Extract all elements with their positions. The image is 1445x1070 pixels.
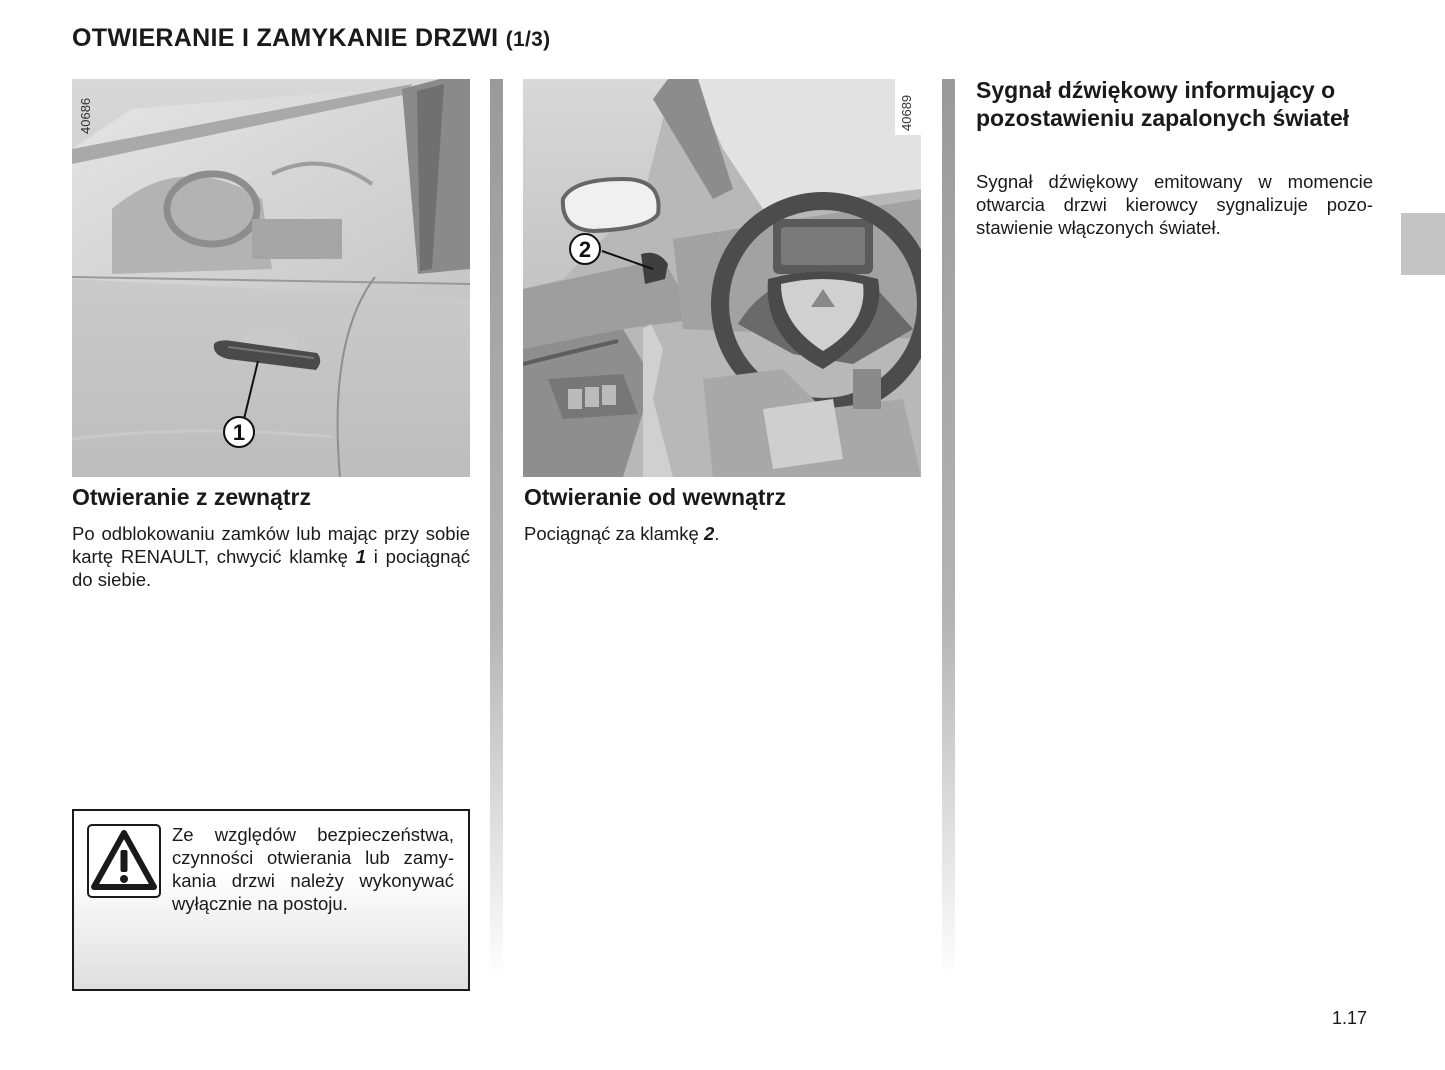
exterior-text-end: i pociągnąć do siebie. xyxy=(72,546,470,590)
column-divider-2 xyxy=(942,79,955,979)
exterior-opening-text xyxy=(72,522,470,591)
page-title xyxy=(72,24,550,53)
warning-text: Ze względów bezpieczeństwa, czynności otwierania lub zamykania drzwi należy wykonywać wyłącznie na postoju. xyxy=(172,824,454,914)
exterior-text-start: Po odblokowaniu zamków lub mając przy sobie kartę RENAULT, chwycić klamkę xyxy=(72,523,470,567)
column-divider-1 xyxy=(490,79,503,979)
figure-code-left: 40686 xyxy=(78,97,93,134)
page-title-text: OTWIERANIE I ZAMYKANIE DRZWI xyxy=(72,24,499,52)
interior-handle-ref: 2 xyxy=(703,523,715,544)
chapter-tab xyxy=(1401,213,1445,275)
interior-opening-heading: Otwieranie od wewnątrz xyxy=(524,484,786,510)
figure-code-middle: 40689 xyxy=(899,94,914,131)
exterior-handle-ref: 1 xyxy=(355,546,366,567)
interior-door-drawing xyxy=(523,79,921,477)
callout-2-label: 2 xyxy=(578,237,592,262)
exterior-door-drawing xyxy=(72,79,470,477)
page-number: 1.17 xyxy=(1332,1008,1368,1028)
safety-warning-box xyxy=(72,809,470,991)
warning-triangle-icon xyxy=(87,824,161,898)
callout-1-label: 1 xyxy=(232,420,246,445)
page-part-indicator: (1/3) xyxy=(505,28,551,51)
lights-warning-text: Sygnał dźwiękowy emitowany w momencie otwarcia drzwi kierowcy sygnalizuje pozostawienie włączonych świateł. xyxy=(976,171,1373,238)
lights-warning-heading: Sygnał dźwiękowy informujący o pozostawieniu zapalonych świateł xyxy=(976,77,1350,131)
interior-text-start: Pociągnąć za klamkę xyxy=(524,523,704,544)
interior-door-illustration xyxy=(523,79,921,477)
interior-text-end: . xyxy=(714,523,720,544)
exterior-door-illustration xyxy=(72,79,470,477)
interior-opening-text xyxy=(524,522,922,545)
exterior-opening-heading: Otwieranie z zewnątrz xyxy=(72,484,312,510)
